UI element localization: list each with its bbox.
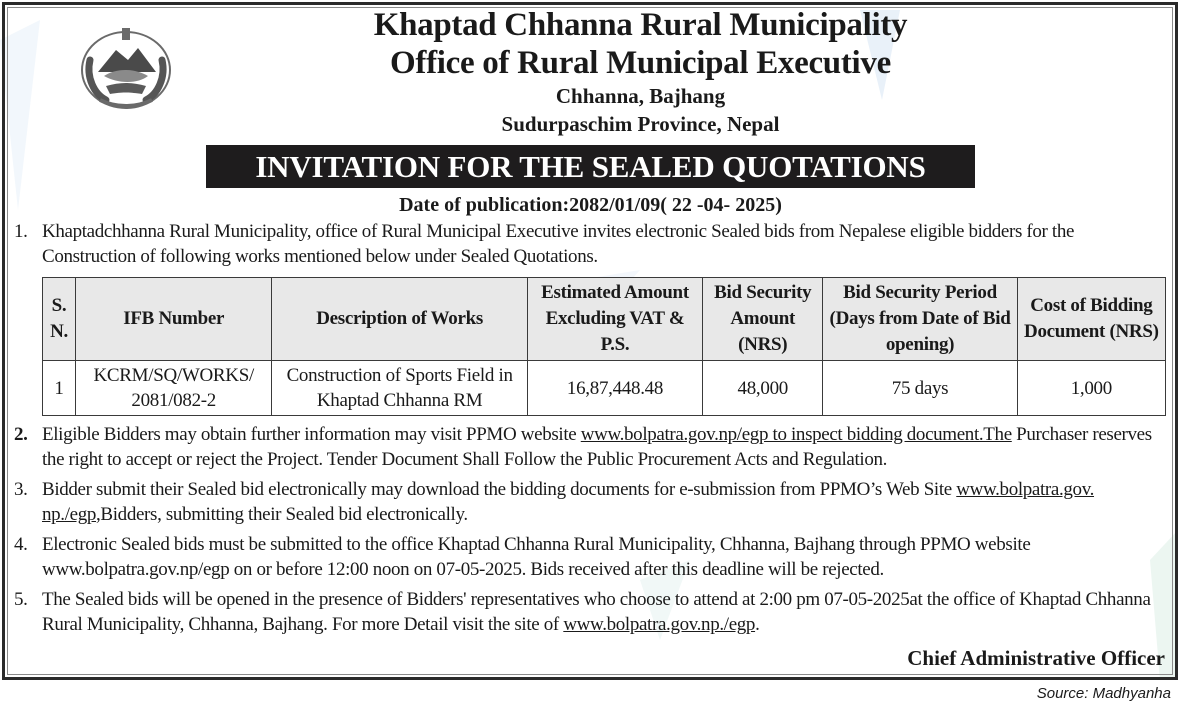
paragraph-text: Electronic Sealed bids must be submitted to the office Khaptad Chhanna Rural Municipality, Chhanna, Bajhang through PPMO website www.bolpatra.gov.np/egp on or before 12:00 noon on 07-05-2025. Bids received after this deadline will be rejected.: [42, 534, 1031, 580]
source-credit: Source: Madhyanha: [1036, 685, 1171, 702]
paragraph-text: Khaptadchhanna Rural Municipality, office of Rural Municipal Executive invites electronic Sealed bids from Nepalese eligible bidders for the Construction of following works mentioned below under Sealed Quotations.: [42, 221, 1075, 267]
works-table: [42, 277, 1166, 416]
paragraph-number: 4.: [14, 534, 28, 555]
paragraph-text-after: .: [755, 614, 760, 635]
paragraph-text-after: Purchaser reserves the right to accept or reject the Project. Tender Document Shall Follow the Public Procurement Acts and Regulation.: [42, 424, 1152, 470]
paragraph-number: 3.: [14, 479, 28, 500]
column-header-description: Description of Works: [272, 278, 527, 361]
paragraph-5: [14, 587, 1167, 637]
paragraph-number: 2.: [14, 424, 28, 445]
paragraph-text: [42, 422, 1167, 472]
address-line-2: Sudurpaschim Province, Nepal: [501, 112, 780, 136]
column-header-cost-of-bidding-document: Cost of Bidding Document (NRS): [1017, 278, 1165, 361]
paragraph-1: [14, 219, 1167, 269]
paragraph-number: 5.: [14, 589, 28, 610]
table-header-row: [43, 278, 1166, 361]
cell-estimated-amount: 16,87,448.48: [527, 361, 702, 416]
office-header: [200, 6, 1081, 138]
publication-date: Date of publication:2082/01/09( 22 -04- 2025): [399, 194, 782, 216]
nepal-government-emblem-icon: [76, 22, 176, 110]
column-header-ifb-number: IFB Number: [76, 278, 272, 361]
cell-bid-security-period: 75 days: [823, 361, 1017, 416]
paragraph-text-before: Eligible Bidders may obtain further information may visit PPMO website: [42, 424, 581, 445]
paragraph-text-after: ,Bidders, submitting their Sealed bid electronically.: [96, 504, 468, 525]
municipality-name: Khaptad Chhanna Rural Municipality: [373, 7, 908, 43]
table-row: [43, 361, 1166, 416]
paragraph-3: [14, 477, 1167, 527]
column-header-sn: S. N.: [43, 278, 76, 361]
cell-ifb-number: KCRM/SQ/WORKS/ 2081/082-2: [76, 361, 272, 416]
cell-bid-security-amount: 48,000: [703, 361, 823, 416]
column-header-bid-security-amount: Bid Security Amount (NRS): [703, 278, 823, 361]
address-line-1: Chhanna, Bajhang: [555, 84, 726, 108]
paragraph-text-before: The Sealed bids will be opened in the presence of Bidders' representatives who choose to attend at 2:00 pm 07-05-2025at the office of Khaptad Chhanna Rural Municipality, Chhanna, Bajhang. For more Detail visit the site of: [42, 589, 1151, 635]
paragraph-text-before: Bidder submit their Sealed bid electronically may download the bidding documents for e-submission from PPMO’s Web Site: [42, 479, 957, 500]
cell-cost-of-bidding-document: 1,000: [1017, 361, 1165, 416]
column-header-bid-security-period: Bid Security Period (Days from Date of Bid opening): [823, 278, 1017, 361]
paragraph-text: [42, 587, 1167, 637]
cell-description: Construction of Sports Field in Khaptad Chhanna RM: [272, 361, 527, 416]
signatory-title: Chief Administrative Officer: [907, 646, 1165, 670]
cell-sn: 1: [43, 361, 76, 416]
notice-title-banner: INVITATION FOR THE SEALED QUOTATIONS: [206, 145, 975, 188]
paragraph-text: [42, 477, 1167, 527]
bolpatra-link[interactable]: www.bolpatra.gov.np./egp: [563, 614, 756, 635]
bolpatra-link[interactable]: www.bolpatra.gov.np/egp to inspect bidding document.The: [580, 424, 1012, 445]
bolpatra-link[interactable]: www.bolpatra.gov. np./egp: [42, 479, 1095, 525]
paragraph-2: [14, 422, 1167, 472]
paragraph-number: 1.: [14, 221, 28, 242]
paragraph-4: [14, 532, 1167, 582]
column-header-estimated-amount: Estimated Amount Excluding VAT & P.S.: [527, 278, 702, 361]
office-name: Office of Rural Municipal Executive: [390, 45, 891, 81]
